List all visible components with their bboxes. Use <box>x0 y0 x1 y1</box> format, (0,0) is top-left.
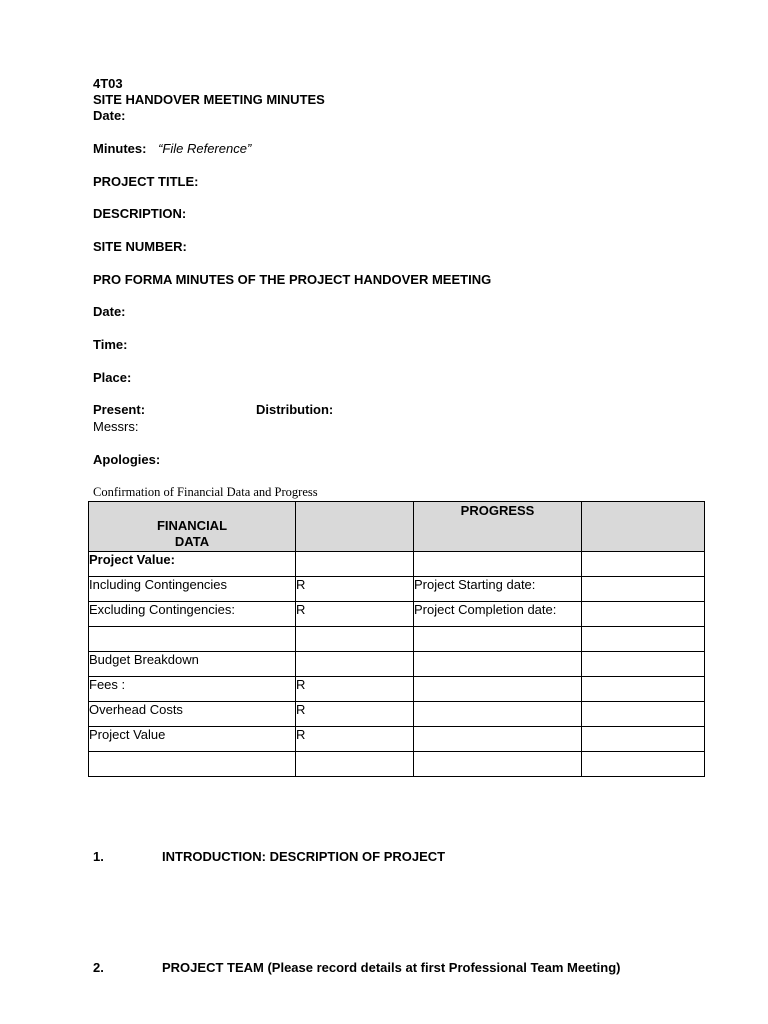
table-cell <box>582 677 705 702</box>
table-cell <box>414 702 582 727</box>
table-row <box>89 752 705 777</box>
table-header-row <box>89 502 705 552</box>
document-title: SITE HANDOVER MEETING MINUTES <box>93 92 325 107</box>
table-cell <box>296 752 414 777</box>
meeting-date-label: Date: <box>93 304 126 319</box>
section-1-number: 1. <box>93 849 104 864</box>
minutes-label: Minutes: <box>93 141 147 156</box>
meeting-time-label: Time: <box>93 337 128 352</box>
document-code: 4T03 <box>93 76 123 91</box>
table-row <box>89 727 705 752</box>
table-cell <box>414 552 582 577</box>
table-cell: R <box>296 602 414 627</box>
table-row <box>89 577 705 602</box>
table-row <box>89 702 705 727</box>
table-row <box>89 602 705 627</box>
site-number-label: SITE NUMBER: <box>93 239 187 254</box>
table-row <box>89 627 705 652</box>
table-cell: R <box>296 702 414 727</box>
table-cell: Project Starting date: <box>414 577 582 602</box>
table-cell: Budget Breakdown <box>89 652 296 677</box>
section-2-number: 2. <box>93 960 104 975</box>
header-date-label: Date: <box>93 108 126 123</box>
table-cell <box>414 627 582 652</box>
section-2-title: PROJECT TEAM (Please record details at first Professional Team Meeting) <box>162 960 621 975</box>
table-cell <box>414 752 582 777</box>
table-cell <box>582 752 705 777</box>
table-cell <box>296 552 414 577</box>
table-cell <box>414 677 582 702</box>
table-cell <box>582 627 705 652</box>
table-cell: Fees : <box>89 677 296 702</box>
header-empty-cell <box>582 502 705 552</box>
table-cell <box>582 552 705 577</box>
table-cell: Project Completion date: <box>414 602 582 627</box>
meeting-place-label: Place: <box>93 370 132 385</box>
description-label: DESCRIPTION: <box>93 206 187 221</box>
table-cell <box>414 652 582 677</box>
table-cell <box>582 727 705 752</box>
table-cell: Project Value <box>89 727 296 752</box>
table-cell <box>296 652 414 677</box>
distribution-label: Distribution: <box>256 402 334 417</box>
pro-forma-heading: PRO FORMA MINUTES OF THE PROJECT HANDOVER MEETING <box>93 272 492 287</box>
table-cell: R <box>296 677 414 702</box>
table-row <box>89 677 705 702</box>
table-cell <box>414 727 582 752</box>
table-cell: Excluding Contingencies: <box>89 602 296 627</box>
table-cell: Project Value: <box>89 552 296 577</box>
table-cell <box>89 627 296 652</box>
table-cell <box>582 602 705 627</box>
minutes-line <box>93 141 251 157</box>
table-row <box>89 652 705 677</box>
progress-header: PROGRESS <box>414 502 582 552</box>
table-cell: Including Contingencies <box>89 577 296 602</box>
table-row <box>89 552 705 577</box>
table-cell: R <box>296 727 414 752</box>
section-1-title: INTRODUCTION: DESCRIPTION OF PROJECT <box>162 849 446 864</box>
minutes-file-reference: “File Reference” <box>158 141 252 156</box>
table-cell <box>89 752 296 777</box>
table-cell <box>582 577 705 602</box>
table-cell <box>582 702 705 727</box>
financial-header-line2: DATA <box>174 534 210 549</box>
header-empty-cell <box>296 502 414 552</box>
messrs-label: Messrs: <box>93 419 139 434</box>
table-cell <box>296 627 414 652</box>
present-label: Present: <box>93 402 146 417</box>
table-cell: R <box>296 577 414 602</box>
table-cell <box>582 652 705 677</box>
financial-progress-table <box>88 501 705 777</box>
financial-data-header <box>89 502 296 552</box>
apologies-label: Apologies: <box>93 452 161 467</box>
table-cell: Overhead Costs <box>89 702 296 727</box>
table-caption: Confirmation of Financial Data and Progress <box>93 485 318 499</box>
financial-header-line1: FINANCIAL <box>156 518 228 533</box>
project-title-label: PROJECT TITLE: <box>93 174 199 189</box>
